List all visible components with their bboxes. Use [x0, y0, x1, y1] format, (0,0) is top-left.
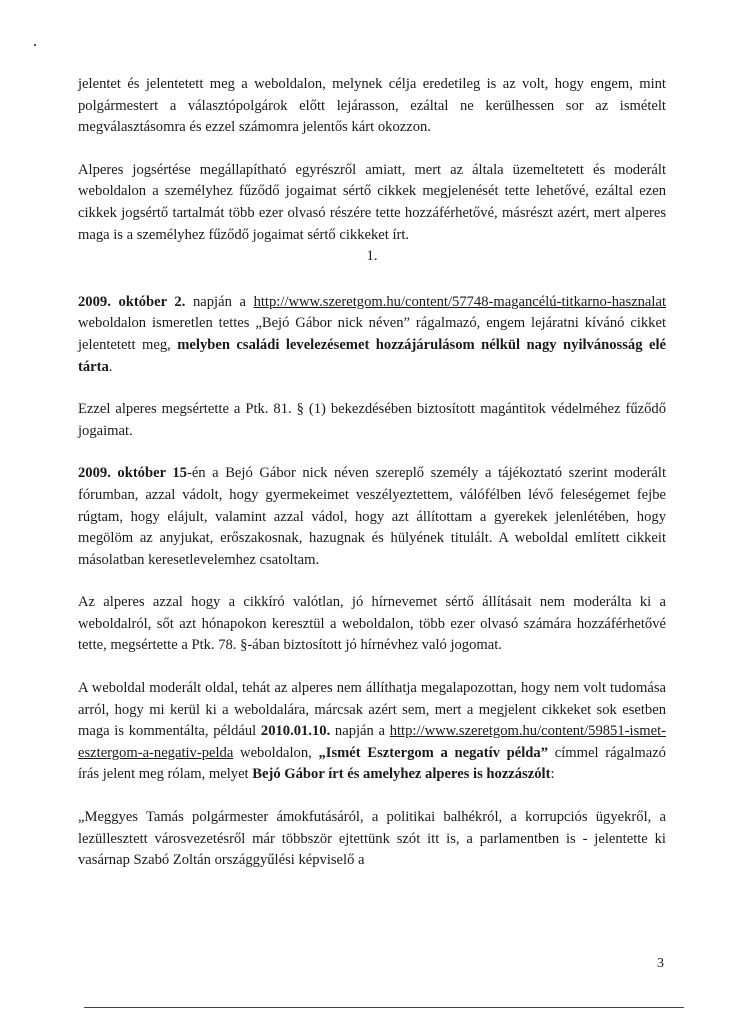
paragraph-7: [78, 678, 666, 786]
paragraph-3: [78, 292, 666, 378]
p3-text-1: napján a: [185, 293, 254, 310]
paragraph-6: Az alperes azzal hogy a cikkíró valótlan, jó hírnevemet sértő állításait nem moderálta ki a weboldalról, sőt azt hónapokon keresztül a weboldalon, több ezer olvasó számára hozzáférhetővé tette, megsértette a Ptk. 78. §-ában biztosított jó hírnévhez való jogomat.: [78, 594, 666, 654]
p7-text-1: A weboldal moderált oldal, tehát az alperes nem állíthatja megalapozottan, hogy nem volt tudomása arról, hogy mi kerül ki a weboldalára, márcsak azért sem, mert a megjelent cikkeket sok esetben maga is kommentálta, például: [78, 680, 666, 740]
article-title: „Ismét Esztergom a negatív példa”: [318, 744, 549, 761]
p5-text: -én a Bejó Gábor nick néven szereplő személy a tájékoztató szerint moderált fórumban, azzal vádolt, hogy gyermekeimet veszélyeztettem, válófélben lévő feleségemet fejbe rúgtam, hogy elájult, valamint azzal vádol, hogy azt állítottam a gyerekek jelenlétében, hogy megölöm az anyjukat, erőszakosnak, hazugnak és hülyének titulált. A weboldal említett cikkeit másolatban keresetlevelemhez csatoltam.: [78, 465, 667, 568]
link-1[interactable]: http://www.szeretgom.hu/content/57748-magancélú-titkarno-hasznalat: [253, 293, 666, 310]
p7-text-5: :: [550, 766, 555, 783]
link-2[interactable]: http://www.szeretgom.hu/content/59851-ismet-esztergom-a-negativ-pelda: [78, 723, 666, 761]
date-3: 2010.01.10.: [260, 723, 331, 740]
quote-paragraph: „Meggyes Tamás polgármester ámokfutásáról, a politikai balhékról, a korrupciós ügyekről, a lezüllesztett városvezetésről már többször ejtettünk szót itt is, a parlamentben is - jelentette ki vasárnap Szabó Zoltán országgyűlési képviselő a: [78, 809, 666, 869]
footer-divider: [84, 1007, 684, 1008]
p7-text-3: weboldalon,: [233, 744, 319, 761]
p7-text-2: napján a: [330, 723, 390, 740]
date-1: 2009. október 2.: [78, 293, 186, 310]
body-text: [78, 74, 666, 893]
p3-bold: melyben családi levelezésemet hozzájárulásom nélkül nagy nyilvánosság elé tárta: [78, 336, 666, 375]
section-number: 1.: [366, 248, 378, 265]
date-2: 2009. október 15: [78, 465, 187, 482]
paragraph-4: Ezzel alperes megsértette a Ptk. 81. § (1) bekezdésében biztosított magántitok védelméhez fűződő jogaimat.: [78, 401, 666, 439]
p3-text-3: .: [108, 358, 113, 375]
p3-text-2: weboldalon ismeretlen tettes „Bejó Gábor nick néven” rágalmazó, engem lejáratni kívánó cikket jelentetett meg,: [78, 315, 666, 353]
page-number: 3: [657, 956, 664, 971]
paragraph-1: jelentet és jelentetett meg a weboldalon, melynek célja eredetileg is az volt, hogy engem, mint polgármestert a választópolgárok előtt lejárasson, ezáltal ne kerülhessen sor az ismételt megválasztásomra és ezzel számomra jelentős kárt okozzon.: [78, 76, 666, 136]
scan-speck: [34, 44, 36, 46]
paragraph-2: Alperes jogsértése megállapítható egyrészről amiatt, mert az általa üzemeltetett és moderált weboldalon a személyhez fűződő jogaimat sértő cikkek megjelenését tette lehetővé, ezáltal ezen cikkek jogsértő tartalmát több ezer olvasó részére tette hozzáférhetővé, másrészt azért, mert alperes maga is a személyhez fűződő jogaimat sértő cikkeket írt.: [78, 161, 666, 243]
paragraph-5: [78, 463, 666, 571]
p7-text-4: címmel rágalmazó írás jelent meg rólam, melyet: [78, 744, 666, 783]
p7-bold: Bejó Gábor írt és amelyhez alperes is hozzászólt: [252, 766, 551, 783]
